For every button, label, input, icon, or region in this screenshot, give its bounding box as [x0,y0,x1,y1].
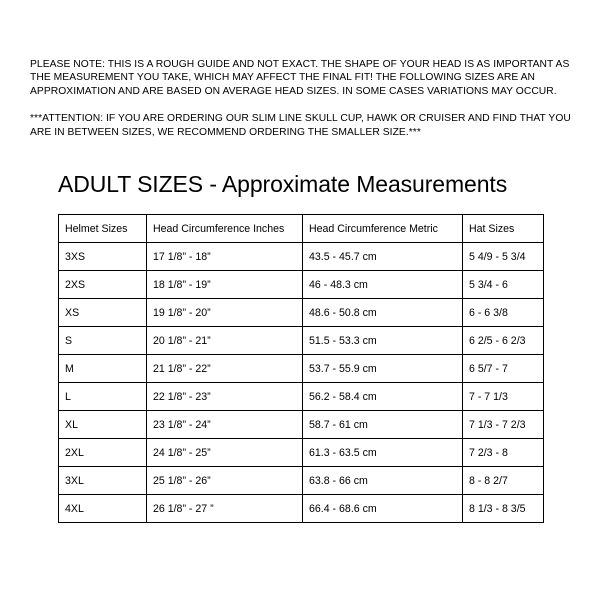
cell-metric: 43.5 - 45.7 cm [303,243,463,271]
cell-hat-size: 8 1/3 - 8 3/5 [463,495,544,523]
cell-helmet-size: M [59,355,147,383]
table-row [59,355,544,383]
column-header-hat-sizes: Hat Sizes [463,215,544,243]
table-row [59,495,544,523]
cell-metric: 48.6 - 50.8 cm [303,299,463,327]
cell-metric: 53.7 - 55.9 cm [303,355,463,383]
table-header-row [59,215,544,243]
column-header-head-circumference-metric: Head Circumference Metric [303,215,463,243]
cell-metric: 61.3 - 63.5 cm [303,439,463,467]
column-header-helmet-sizes: Helmet Sizes [59,215,147,243]
attention-note: ***ATTENTION: IF YOU ARE ORDERING OUR SLIM LINE SKULL CUP, HAWK OR CRUISER AND FIND THAT YOU ARE IN BETWEEN SIZES, WE RECOMMEND ORDERING THE SMALLER SIZE.*** [30,113,571,138]
cell-inches: 24 1/8” - 25” [147,439,303,467]
table-row [59,299,544,327]
table-row [59,243,544,271]
table-row [59,439,544,467]
cell-metric: 56.2 - 58.4 cm [303,383,463,411]
cell-hat-size: 7 2/3 - 8 [463,439,544,467]
cell-inches: 18 1/8” - 19” [147,271,303,299]
cell-hat-size: 6 - 6 3/8 [463,299,544,327]
cell-helmet-size: XL [59,411,147,439]
cell-metric: 46 - 48.3 cm [303,271,463,299]
cell-inches: 22 1/8” - 23” [147,383,303,411]
cell-hat-size: 5 4/9 - 5 3/4 [463,243,544,271]
cell-inches: 21 1/8” - 22” [147,355,303,383]
cell-helmet-size: 3XS [59,243,147,271]
cell-helmet-size: 2XL [59,439,147,467]
cell-helmet-size: L [59,383,147,411]
page-title: ADULT SIZES - Approximate Measurements [58,171,508,198]
cell-hat-size: 8 - 8 2/7 [463,467,544,495]
table-row [59,271,544,299]
cell-metric: 63.8 - 66 cm [303,467,463,495]
cell-inches: 23 1/8” - 24” [147,411,303,439]
table-row [59,327,544,355]
cell-inches: 26 1/8” - 27 ” [147,495,303,523]
cell-helmet-size: 2XS [59,271,147,299]
disclaimer-note: PLEASE NOTE: THIS IS A ROUGH GUIDE AND NOT EXACT. THE SHAPE OF YOUR HEAD IS AS IMPORTANT AS THE MEASUREMENT YOU TAKE, WHICH MAY AFFECT THE FINAL FIT! THE FOLLOWING SIZES ARE AN APPROXIMATION AND ARE BASED ON AVERAGE HEAD SIZES. IN SOME CASES VARIATIONS MAY OCCUR. [30,59,570,97]
cell-hat-size: 5 3/4 - 6 [463,271,544,299]
cell-inches: 25 1/8” - 26” [147,467,303,495]
cell-inches: 19 1/8” - 20” [147,299,303,327]
table-row [59,467,544,495]
cell-inches: 20 1/8” - 21” [147,327,303,355]
cell-hat-size: 7 - 7 1/3 [463,383,544,411]
cell-metric: 66.4 - 68.6 cm [303,495,463,523]
cell-metric: 51.5 - 53.3 cm [303,327,463,355]
cell-helmet-size: 3XL [59,467,147,495]
cell-metric: 58.7 - 61 cm [303,411,463,439]
cell-hat-size: 6 2/5 - 6 2/3 [463,327,544,355]
cell-helmet-size: S [59,327,147,355]
cell-inches: 17 1/8” - 18” [147,243,303,271]
cell-hat-size: 6 5/7 - 7 [463,355,544,383]
column-header-head-circumference-inches: Head Circumference Inches [147,215,303,243]
table-row [59,383,544,411]
cell-hat-size: 7 1/3 - 7 2/3 [463,411,544,439]
cell-helmet-size: 4XL [59,495,147,523]
cell-helmet-size: XS [59,299,147,327]
adult-sizes-table [58,214,544,523]
table-row [59,411,544,439]
